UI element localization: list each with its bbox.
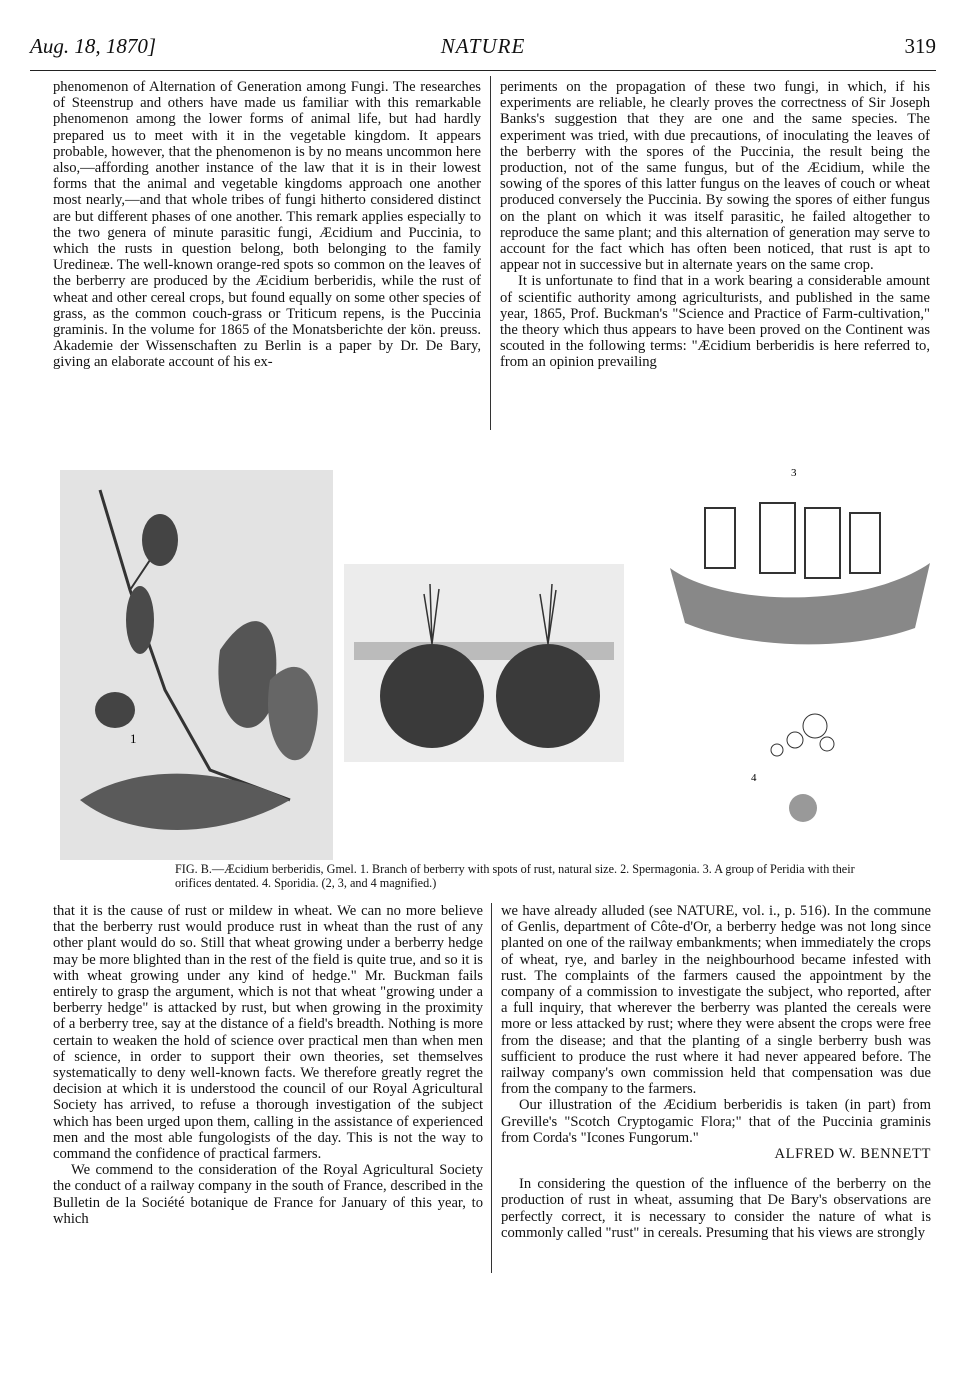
top-right-column	[500, 79, 930, 371]
page-header	[30, 34, 936, 64]
spermagonia-drawing	[344, 564, 624, 762]
header-rule	[30, 70, 936, 71]
paragraph: We commend to the consideration of the Royal Agricultural Society the conduct of a railway company in the south of France, described in the Bulletin de la Société botanique de France for January of this year, to which	[53, 1162, 483, 1227]
paragraph: we have already alluded (see NATURE, vol. i., p. 516). In the commune of Genlis, department of Côte-d'Or, a berberry hedge was not long since planted on one of the railway embankments; when immediately the crops of wheat, rye, and barley in the neighbourhood became infested with rust. The complaints of the farmers caused the appointment by the company of a commission to investigate the subject, who reported, after a full inquiry, that wherever the berberry was planted the cereals were more or less attacked by rust; where they were absent the crops were free from the disease; and that the planting of a single berberry bush was sufficient to produce the rust where it had never appeared before. The railway company's own commission held that compensation was due from the company to the farmers.	[501, 903, 931, 1098]
issue-date: Aug. 18, 1870]	[30, 34, 156, 58]
paragraph: It is unfortunate to find that in a work bearing a considerable amount of scientific authority among agriculturists, and published in the same year, 1865, Prof. Buckman's "Science and Practice of Farm-cultivation," the theory which thus appears to have been proved on the Continent was scouted in the following terms: "Æcidium berberidis is here referred to, from an opinion prevailing	[500, 273, 930, 371]
column-divider	[490, 76, 491, 430]
bottom-right-column	[501, 903, 931, 1241]
figure-berberry-branch	[60, 470, 333, 860]
berberry-branch-drawing	[60, 470, 333, 860]
top-left-column	[53, 79, 481, 371]
peridia-sporidia-drawing	[665, 467, 940, 848]
bottom-left-column	[53, 903, 483, 1227]
paragraph: In considering the question of the influence of the berberry on the production of rust in wheat, assuming that De Bary's observations are perfectly correct, it is necessary to consider the nature of what is commonly called "rust" in cereals. Presuming that his views are strongly	[501, 1176, 931, 1241]
author-signature: ALFRED W. BENNETT	[774, 1146, 931, 1163]
figure-label-3: 3	[791, 467, 797, 479]
figure-label-1: 1	[130, 731, 137, 746]
page-number: 319	[904, 34, 936, 58]
figure-label-4: 4	[751, 772, 757, 784]
paragraph: periments on the propagation of these two fungi, in which, if his experiments are reliable, he clearly proves the correctness of Sir Joseph Banks's suggestion that they are one and the same species. The experiment was tried, with due precautions, of inoculating the leaves of the berberry with the spores of the Puccinia, the result being the production, not of the same fungus, but of the Æcidium, while the sowing of the spores of this latter fungus on the leaves of couch or wheat produced conversely the Puccinia. By sowing the spores of either fungus on the plant on which it was itself parasitic, he failed altogether to reproduce the same plant; and this alternation of generation may serve to account for the fact which has often been noticed, that rust is apt to appear not in successive but in alternate years on the same crop.	[500, 79, 930, 274]
journal-title: NATURE	[440, 34, 526, 58]
paragraph: Our illustration of the Æcidium berberidis is taken (in part) from Greville's "Scotch Cryptogamic Flora;" that of the Puccinia graminis from Corda's "Icones Fungorum."	[501, 1097, 931, 1146]
column-divider	[491, 903, 492, 1273]
figure-spermagonia	[344, 564, 624, 762]
figure-caption: FIG. B.—Æcidium berberidis, Gmel. 1. Branch of berberry with spots of rust, natural size. 2. Spermagonia. 3. A group of Peridia with their orifices dentated. 4. Sporidia. (2, 3, and 4 magnified.)	[175, 862, 855, 890]
figure-peridia-sporidia	[665, 467, 940, 848]
paragraph: that it is the cause of rust or mildew in wheat. We can no more believe that the berberry rust would produce rust in wheat than the rust of any other plant would do so. Still that wheat growing under a berberry hedge may be more blighted than in the rest of the field is quite true, and so it is with wheat growing under any kind of hedge." Mr. Buckman fails entirely to grasp the argument, which is not that wheat "growing under a berberry hedge" is attacked by rust, but when growing in the proximity of a berberry tree, say at the distance of a field's breadth. Nothing is more certain to weaken the hold of science over practical men than when men of science, in order to support their own theories, set themselves systematically to deny well-known facts. We therefore greatly regret the decision at which it is understood the council of our Royal Agricultural Society has arrived, to refuse a thorough investigation of the subject which has been urged upon them, calling in the assistance of experienced men and the most able fungologists of the day. This is not the way to command the confidence of practical farmers.	[53, 903, 483, 1163]
paragraph: phenomenon of Alternation of Generation among Fungi. The researches of Steenstrup and others have made us familiar with this remarkable phenomenon among the lower forms of animal life, but had hardly prepared us to meet with it in the vegetable kingdom. It appears probable, however, that the phenomenon is by no means uncommon here also,—affording another instance of the law that it is in their lowest forms that the animal and vegetable kingdoms approach one another most nearly,—and that whole tribes of fungi hitherto considered distinct are but different phases of one another. This remark applies especially to the two genera of minute parasitic fungi, Æcidium and Puccinia, to which the rusts in question belong, both belonging to the family Uredineæ. The well-known orange-red spots so common on the leaves of the berberry are produced by the Æcidium berberidis, while the rust of wheat and other cereal crops, but found equally on some other species of grass, as the common couch-grass or Triticum repens, is the Puccinia graminis. In the volume for 1865 of the Monatsberichte der kön. preuss. Akademie der Wissenschaften zu Berlin is a paper by Dr. De Bary, giving an elaborate account of his ex-	[53, 79, 481, 371]
